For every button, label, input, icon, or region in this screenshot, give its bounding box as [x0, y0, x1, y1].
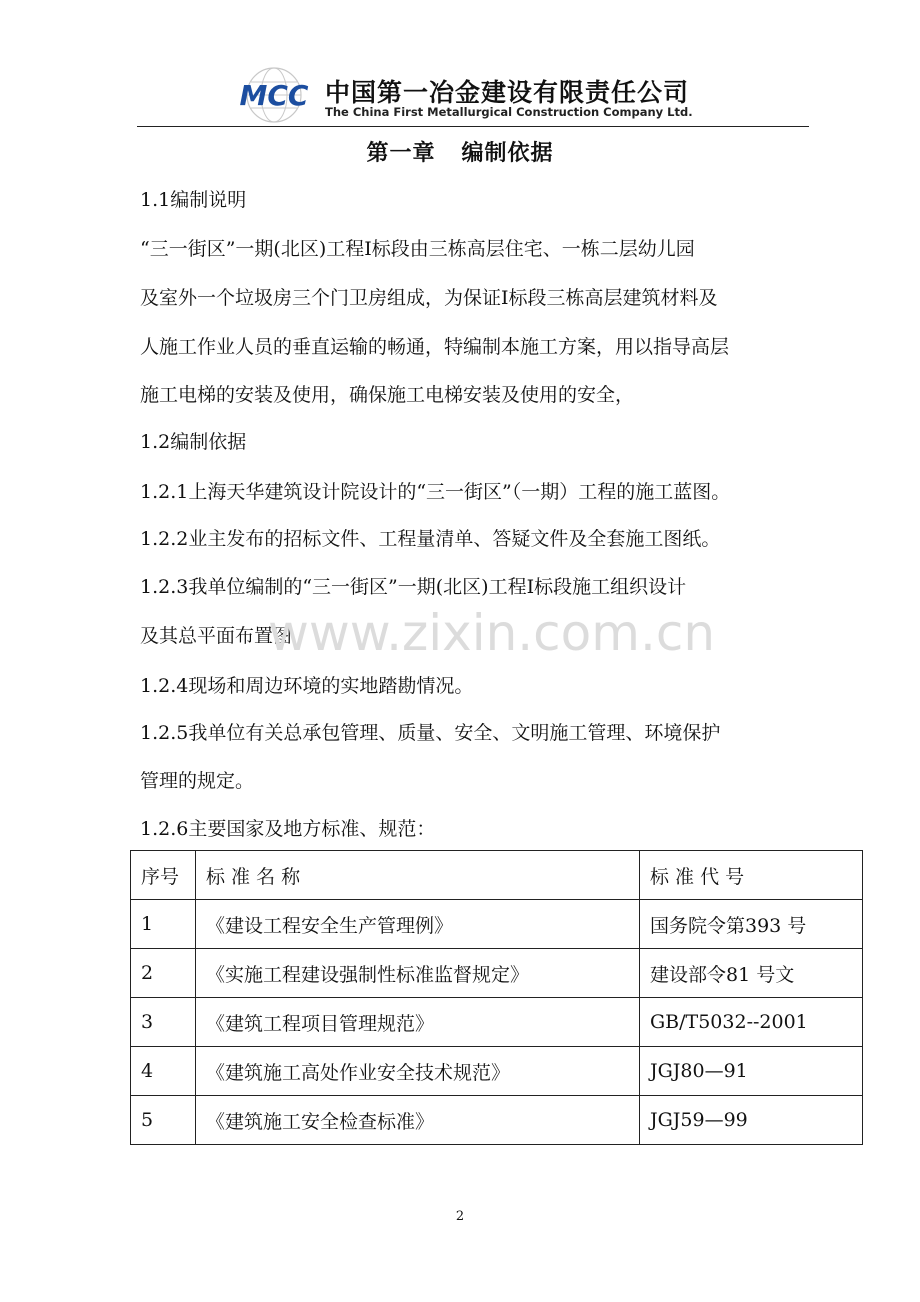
body-line: 1.2.4现场和周边环境的实地踏勘情况。: [140, 675, 474, 697]
body-line: “三一街区”一期(北区)工程Ⅰ标段由三栋高层住宅、一栋二层幼儿园: [140, 238, 695, 260]
table-header-row: [131, 851, 863, 900]
body-line: 施工电梯的安装及使用，确保施工电梯安装及使用的安全，: [140, 384, 635, 406]
table-cell: 建设部令81 号文: [640, 949, 863, 998]
table-cell: 《建设工程安全生产管理例》: [196, 900, 640, 949]
company-name-cn: 中国第一冶金建设有限责任公司: [325, 78, 690, 107]
section-heading: 1.2编制依据: [140, 431, 247, 453]
header-divider: [137, 126, 809, 127]
header-cell: 标 准 代 号: [640, 851, 863, 900]
table-row: [131, 998, 863, 1047]
table-cell: 5: [131, 1096, 196, 1145]
body-line: 管理的规定。: [140, 770, 255, 792]
table-cell: 《建筑施工安全检查标准》: [196, 1096, 640, 1145]
table-cell: 1: [131, 900, 196, 949]
mcc-logo: [229, 66, 319, 124]
table-cell: 4: [131, 1047, 196, 1096]
body-line: 1.2.1上海天华建筑设计院设计的“三一街区”（一期）工程的施工蓝图。: [140, 481, 731, 503]
header-cell: 标 准 名 称: [196, 851, 640, 900]
body-line: 1.2.3我单位编制的“三一街区”一期(北区)工程Ⅰ标段施工组织设计: [140, 576, 687, 598]
table-cell: 2: [131, 949, 196, 998]
watermark: www.zixin.com.cn: [268, 604, 716, 662]
body-line: 及室外一个垃圾房三个门卫房组成，为保证Ⅰ标段三栋高层建筑材料及: [140, 287, 718, 309]
page-header: [137, 62, 809, 126]
table-cell: JGJ59—99: [640, 1096, 863, 1145]
table-cell: 《建筑工程项目管理规范》: [196, 998, 640, 1047]
standards-table: [130, 850, 863, 1145]
header-cell: 序号: [131, 851, 196, 900]
table-cell: 3: [131, 998, 196, 1047]
body-line: 1.2.5我单位有关总承包管理、质量、安全、文明施工管理、环境保护: [140, 722, 721, 744]
body-line: 1.2.6主要国家及地方标准、规范：: [140, 818, 436, 840]
table-cell: GB/T5032--2001: [640, 998, 863, 1047]
chapter-title: 第一章 编制依据: [366, 140, 554, 166]
table-cell: 《建筑施工高处作业安全技术规范》: [196, 1047, 640, 1096]
body-line: 及其总平面布置图: [140, 625, 293, 647]
body-line: 人施工作业人员的垂直运输的畅通，特编制本施工方案，用以指导高层: [140, 336, 730, 358]
table-row: [131, 949, 863, 998]
table-cell: JGJ80—91: [640, 1047, 863, 1096]
table-row: [131, 1047, 863, 1096]
logo-text: MCC: [239, 79, 309, 112]
table-row: [131, 1096, 863, 1145]
table-cell: 国务院令第393 号: [640, 900, 863, 949]
company-name-en: The China First Metallurgical Construction Company Ltd.: [325, 105, 693, 119]
section-heading: 1.1编制说明: [140, 189, 247, 211]
body-line: 1.2.2业主发布的招标文件、工程量清单、答疑文件及全套施工图纸。: [140, 528, 721, 550]
table-row: [131, 900, 863, 949]
table-cell: 《实施工程建设强制性标准监督规定》: [196, 949, 640, 998]
page-number: 2: [455, 1209, 465, 1224]
